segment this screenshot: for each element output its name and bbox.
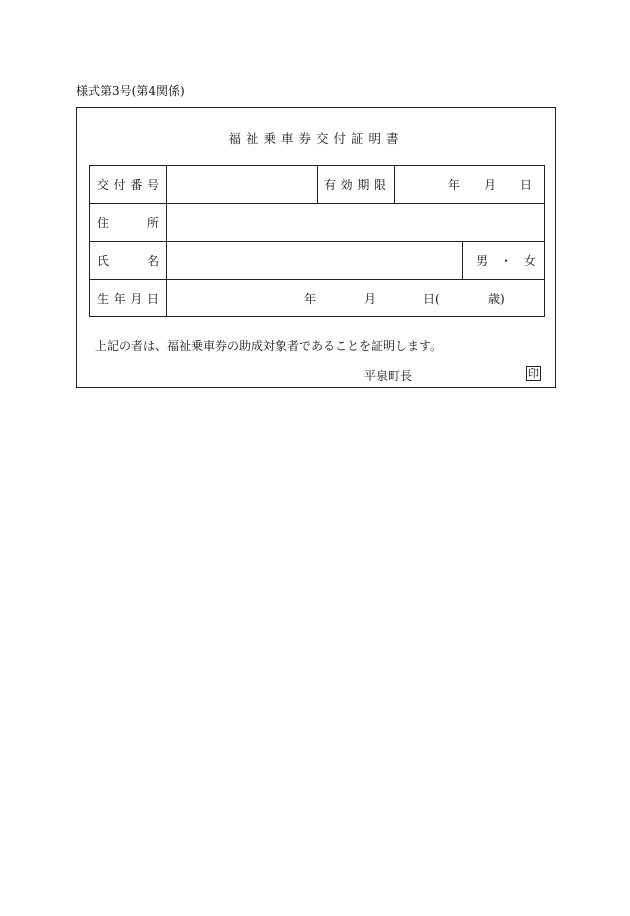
label-char: 期: [357, 178, 370, 192]
label-char: 所: [146, 216, 159, 230]
gender-male-option[interactable]: 男: [476, 254, 489, 268]
name-field[interactable]: [168, 243, 461, 278]
issue-number-field[interactable]: [168, 167, 316, 202]
mayor-signature-label: 平泉町長: [364, 369, 413, 383]
birthdate-year-unit: 年: [304, 292, 317, 306]
row-divider: [90, 241, 544, 242]
label-char: 番: [130, 178, 143, 192]
row-divider: [90, 279, 544, 280]
label-char: 年: [113, 292, 126, 306]
label-char: 効: [340, 178, 353, 192]
label-char: 交: [97, 178, 110, 192]
label-char: 月: [130, 292, 143, 306]
validity-day-unit: 日: [520, 178, 533, 192]
gender-female-option[interactable]: 女: [524, 254, 537, 268]
label-column-divider: [166, 166, 167, 317]
age-unit: 歳): [488, 292, 505, 306]
label-char: 有: [324, 178, 337, 192]
certificate-table: [89, 165, 545, 317]
validity-month-unit: 月: [484, 178, 497, 192]
label-char: 号: [146, 178, 159, 192]
row3-column-divider: [462, 242, 463, 280]
certificate-frame: [76, 107, 556, 388]
label-char: 氏: [97, 254, 110, 268]
issue-number-label: [97, 178, 159, 192]
name-label: [97, 254, 159, 268]
label-char: 付: [113, 178, 126, 192]
certificate-title: 福祉乗車券交付証明書: [228, 131, 404, 146]
address-field[interactable]: [168, 205, 544, 240]
label-char: 住: [97, 216, 110, 230]
birthdate-day-unit: 日(: [423, 292, 440, 306]
form-number-label: 様式第3号(第4関係): [76, 84, 185, 98]
address-label: [97, 216, 159, 230]
label-char: 日: [146, 292, 159, 306]
validity-label: [324, 178, 386, 192]
label-char: 限: [373, 178, 386, 192]
gender-separator: ・: [500, 254, 513, 268]
row1-column-divider: [394, 166, 395, 204]
birthdate-month-unit: 月: [364, 292, 377, 306]
birthdate-label: [97, 292, 159, 306]
certification-statement: 上記の者は、福祉乗車券の助成対象者であることを証明します。: [95, 339, 443, 353]
label-char: 名: [146, 254, 159, 268]
seal-stamp: 印: [528, 367, 539, 380]
validity-year-unit: 年: [448, 178, 461, 192]
row1-column-divider: [317, 166, 318, 204]
label-char: 生: [97, 292, 110, 306]
